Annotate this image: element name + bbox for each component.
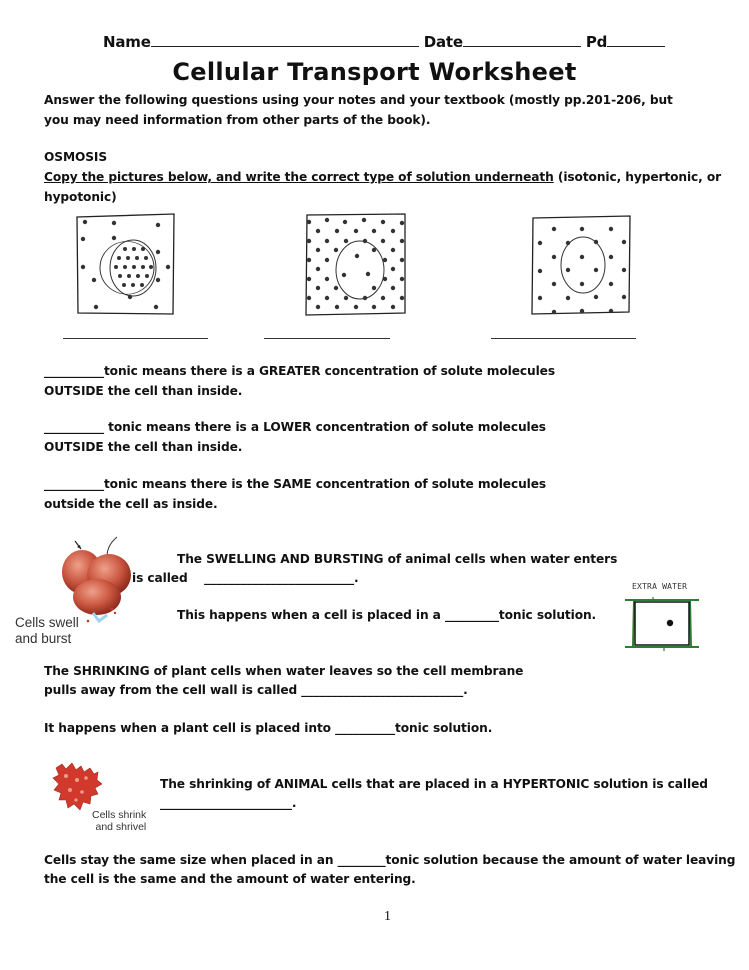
cells-shrink-caption <box>92 809 146 833</box>
name-label: Name <box>103 33 151 51</box>
swelling-question-line-3 <box>177 605 596 625</box>
date-field[interactable] <box>463 33 581 47</box>
definition-2-text: tonic means there is a LOWER concentration of solute molecules <box>103 420 546 434</box>
diagram-2-answer-line[interactable] <box>264 338 390 339</box>
name-field[interactable] <box>151 33 419 47</box>
osmosis-prompt-line-2: hypotonic) <box>44 190 117 204</box>
period-label: Pd <box>585 33 608 51</box>
definition-3-text: tonic means there is the SAME concentration of solute molecules <box>103 477 547 491</box>
caption-line-2: and shrivel <box>95 821 147 833</box>
cells-swell-caption <box>15 615 79 647</box>
definition-isotonic <box>44 474 546 514</box>
definition-3-text-line-2: outside the cell as inside. <box>44 497 218 511</box>
definition-2-blank[interactable]: __________ <box>44 420 104 434</box>
swelling-answer-blank[interactable]: _________________________ <box>204 571 355 585</box>
swelling-tonic-suffix: tonic solution. <box>498 608 597 622</box>
plasmolysis-answer-blank[interactable]: ___________________________ <box>301 683 464 697</box>
crenation-question-line-2 <box>160 793 296 813</box>
swelling-is-called-label: is called <box>132 571 188 585</box>
isotonic-question-line-1 <box>44 850 735 870</box>
plasmolysis-called-label: pulls away from the cell wall is called <box>44 683 302 697</box>
extra-water-label: EXTRA WATER <box>632 582 688 591</box>
caption-line-2: and burst <box>15 631 72 646</box>
definition-1-text: tonic means there is a GREATER concentration of solute molecules <box>103 364 555 378</box>
definition-1-blank[interactable]: __________ <box>44 364 104 378</box>
period: . <box>463 683 468 697</box>
plasmolysis-question-line-1: The SHRINKING of plant cells when water leaves so the cell membrane <box>44 664 524 678</box>
diagram-3-answer-line[interactable] <box>491 338 636 339</box>
osmosis-prompt <box>44 167 721 187</box>
instructions-line-1: Answer the following questions using your notes and your textbook (mostly pp.201-206, but <box>44 93 673 107</box>
definition-1-text-line-2: OUTSIDE the cell than inside. <box>44 384 243 398</box>
definition-hypotonic <box>44 417 546 457</box>
plasmolysis-placed-label: It happens when a plant cell is placed into <box>44 721 336 735</box>
page-title: Cellular Transport Worksheet <box>172 58 577 86</box>
isotonic-question-line-2: the cell is the same and the amount of water entering. <box>44 872 416 886</box>
page-number: 1 <box>384 909 391 924</box>
crenation-answer-blank[interactable]: ______________________ <box>160 796 292 810</box>
period: . <box>291 796 297 810</box>
caption-line-1: Cells swell <box>15 615 79 630</box>
swelling-question-line-2 <box>132 568 359 588</box>
plasmolysis-question-line-2 <box>44 680 468 700</box>
date-label: Date <box>423 33 463 51</box>
swelling-placed-label: This happens when a cell is placed in a <box>177 608 445 622</box>
extra-water-diagram <box>624 596 700 652</box>
osmosis-heading: OSMOSIS <box>44 150 108 164</box>
diagram-1-answer-line[interactable] <box>63 338 208 339</box>
instructions-line-2: you may need information from other parts of the book). <box>44 113 431 127</box>
isotonic-tonic-blank[interactable]: ________ <box>337 853 386 867</box>
plasmolysis-tonic-blank[interactable]: __________ <box>335 721 396 735</box>
swelling-tonic-blank[interactable]: _________ <box>444 608 499 622</box>
cell-diagram-more-solute-outside <box>305 212 409 316</box>
cell-diagram-equal-solute <box>531 215 633 315</box>
period-field[interactable] <box>607 33 665 47</box>
isotonic-prefix: Cells stay the same size when placed in an <box>44 853 338 867</box>
student-info-line <box>103 33 665 51</box>
definition-2-text-line-2: OUTSIDE the cell than inside. <box>44 440 243 454</box>
cell-diagram-more-solute-inside <box>75 212 177 316</box>
plasmolysis-tonic-suffix: tonic solution. <box>395 721 493 735</box>
definition-hypertonic <box>44 361 555 401</box>
period: . <box>354 571 359 585</box>
cells-shrink-shrivel-image <box>50 760 106 816</box>
plasmolysis-question-line-3 <box>44 718 492 738</box>
definition-3-blank[interactable]: __________ <box>44 477 104 491</box>
osmosis-prompt-rest: (isotonic, hypertonic, or <box>553 170 722 184</box>
swelling-question-line-1: The SWELLING AND BURSTING of animal cells when water enters <box>177 552 618 566</box>
isotonic-suffix: tonic solution because the amount of water leaving <box>385 853 736 867</box>
osmosis-prompt-underlined: Copy the pictures below, and write the correct type of solution underneath <box>44 170 554 184</box>
caption-line-1: Cells shrink <box>92 809 147 821</box>
crenation-question-line-1: The shrinking of ANIMAL cells that are placed in a HYPERTONIC solution is called <box>160 777 708 791</box>
